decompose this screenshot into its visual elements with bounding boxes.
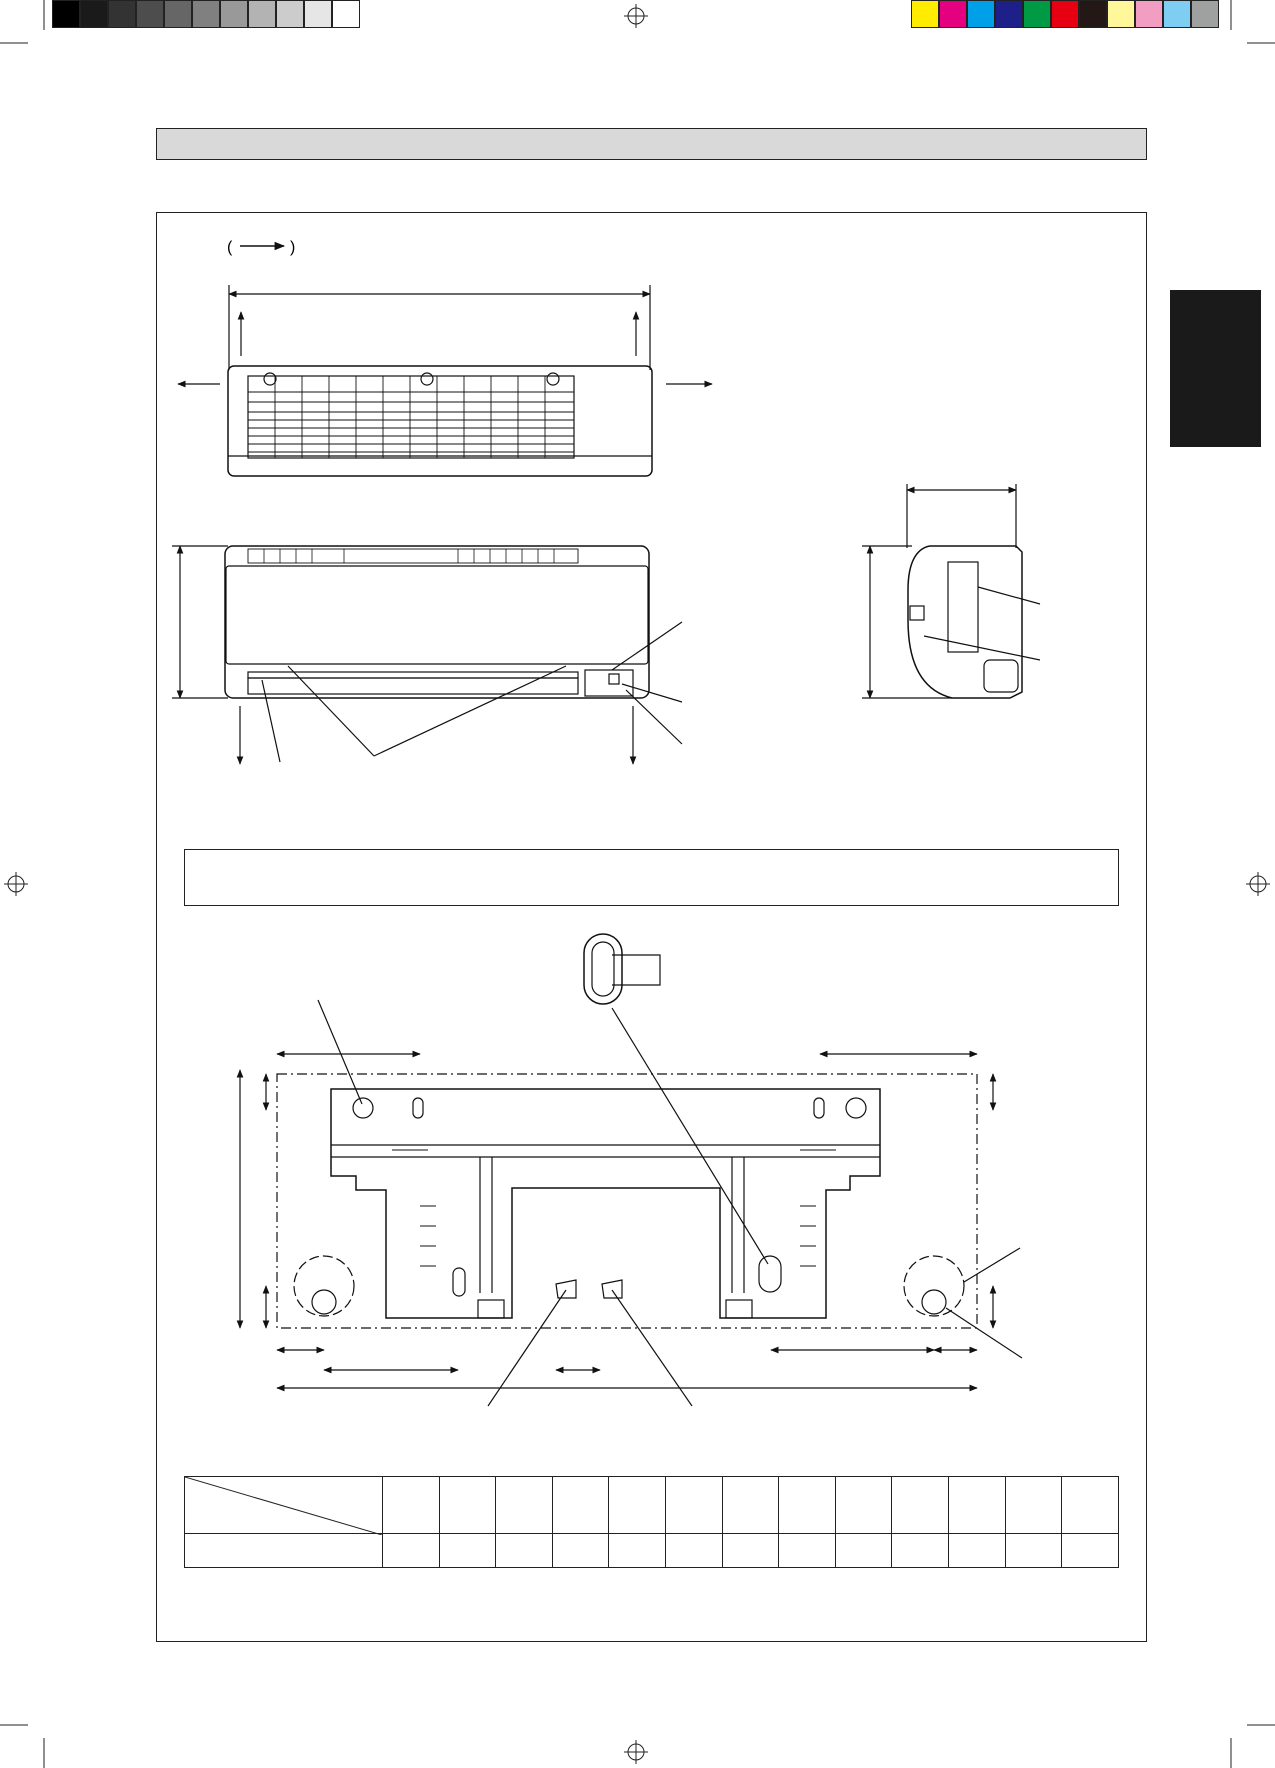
legend bbox=[227, 239, 295, 256]
registration-mark-left bbox=[4, 872, 28, 896]
legend-close-paren: ) bbox=[290, 239, 296, 256]
plate-slots bbox=[392, 1150, 836, 1266]
unit-outline-dashed bbox=[277, 1074, 977, 1328]
registration-mark-top bbox=[624, 4, 648, 28]
registration-mark-bottom bbox=[624, 1740, 648, 1764]
legend-open-paren: ( bbox=[227, 239, 233, 256]
front-view-unit bbox=[172, 546, 682, 764]
top-view-unit bbox=[178, 285, 712, 476]
registration-mark-right bbox=[1246, 872, 1270, 896]
installation-plate bbox=[240, 934, 1022, 1406]
side-view-unit bbox=[862, 484, 1040, 698]
top-grille bbox=[248, 376, 574, 458]
